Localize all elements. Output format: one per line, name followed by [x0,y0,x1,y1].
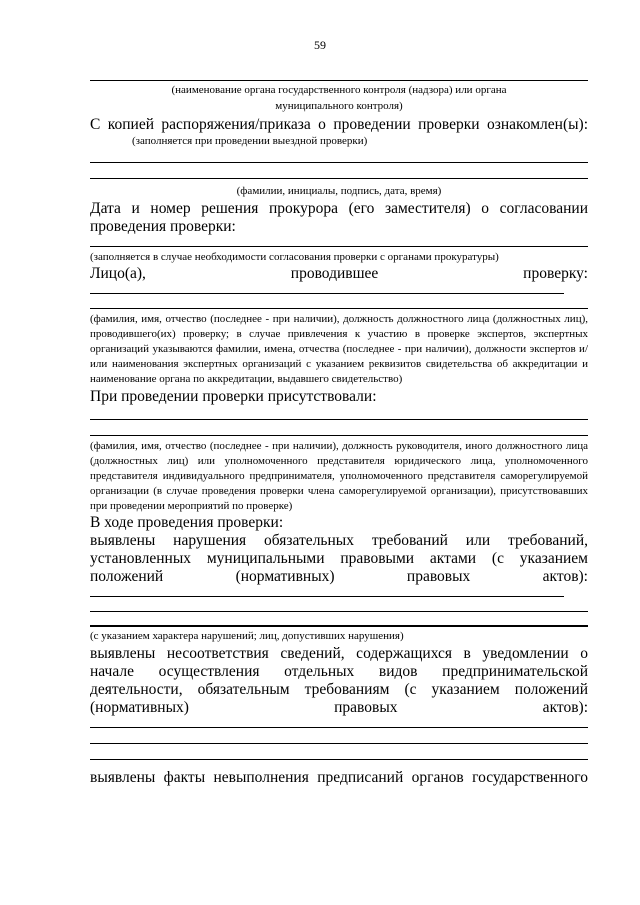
present-caption: (фамилия, имя, отчество (последнее - при наличии), должность руководителя, иного должностного лица (должностных лиц) или уполномоченного представителя юридического лица, уполномоченного представителя индивидуального предпринимателя, уполномоченного представителя саморегулируемой организации (в случае проведения проверки члена саморегулируемой организации), присутствовавших при проведении мероприятий по проверке) [90,440,588,512]
violations-caption: (с указанием характера нарушений; лиц, допустивших нарушения) [90,630,404,642]
inspector-fill-line-2 [90,294,588,309]
organ-fill-line [90,66,588,81]
inspector-word-1: Лицо(а), [90,265,146,282]
prosecutor-line2: проведения проверки: [90,218,236,235]
violations-text: выявлены нарушения обязательных требований или требований, установленных муниципальными правовыми актами (с указанием положений (нормативных) правовых актов): [90,532,588,585]
document-body [90,66,588,787]
mismatch-fill-line-3 [90,744,588,760]
prosecutor-line1: Дата и номер решения прокурора (его заместителя) о согласовании [90,200,588,217]
organ-caption-line1: (наименование органа государственного контроля (надзора) или органа [171,84,507,96]
copy-notice: С копией распоряжения/приказа о проведении проверки ознакомлен(ы): [90,116,588,133]
fio-caption: (фамилии, инициалы, подпись, дата, время) [236,185,442,197]
organ-caption-line2: муниципального контроля) [275,100,403,112]
signature-line-2 [90,163,588,179]
inspector-word-3: проверку: [523,265,588,282]
present-heading: При проведении проверки присутствовали: [90,388,377,405]
mismatch-fill-line-1 [90,717,588,728]
fill-onsite-note: (заполняется при проведении выездной проверки) [132,135,368,147]
inspector-heading [90,265,588,283]
mismatch-text: выявлены несоответствия сведений, содержащихся в уведомлении о начале осуществления отдельных видов предпринимательской деятельности, обязательным требованиям (с указанием положений (нормативных) правовых актов): [90,645,588,716]
violations-fill-line-2 [90,597,588,612]
prosecutor-fill-line [90,236,588,247]
present-fill-line-1 [90,406,588,420]
present-fill-line-2 [90,420,588,436]
violations-fill-line-1 [90,586,564,597]
violations-fill-line-3 [90,612,588,627]
inspector-word-2: проводившее [290,265,379,282]
mismatch-fill-line-2 [90,728,588,744]
page-number: 59 [314,38,326,52]
orders-text: выявлены факты невыполнения предписаний органов государственного [90,769,588,786]
signature-line-1 [90,149,588,163]
inspector-fill-line-1 [90,283,564,294]
during-heading: В ходе проведения проверки: [90,514,284,531]
prosecutor-fill-note: (заполняется в случае необходимости согласования проверки с органами прокуратуры) [90,251,499,263]
inspector-caption: (фамилия, имя, отчество (последнее - при наличии), должность должностного лица (должностных лиц), проводившего(их) проверку; в случае привлечения к участию в проверке экспертов, экспертных организаций указываются фамилии, имена, отчества (последнее - при наличии), должности экспертов и/или наименования экспертных организаций с указанием реквизитов свидетельства об аккредитации и наименование органа по аккредитации, выдавшего свидетельство) [90,313,588,385]
